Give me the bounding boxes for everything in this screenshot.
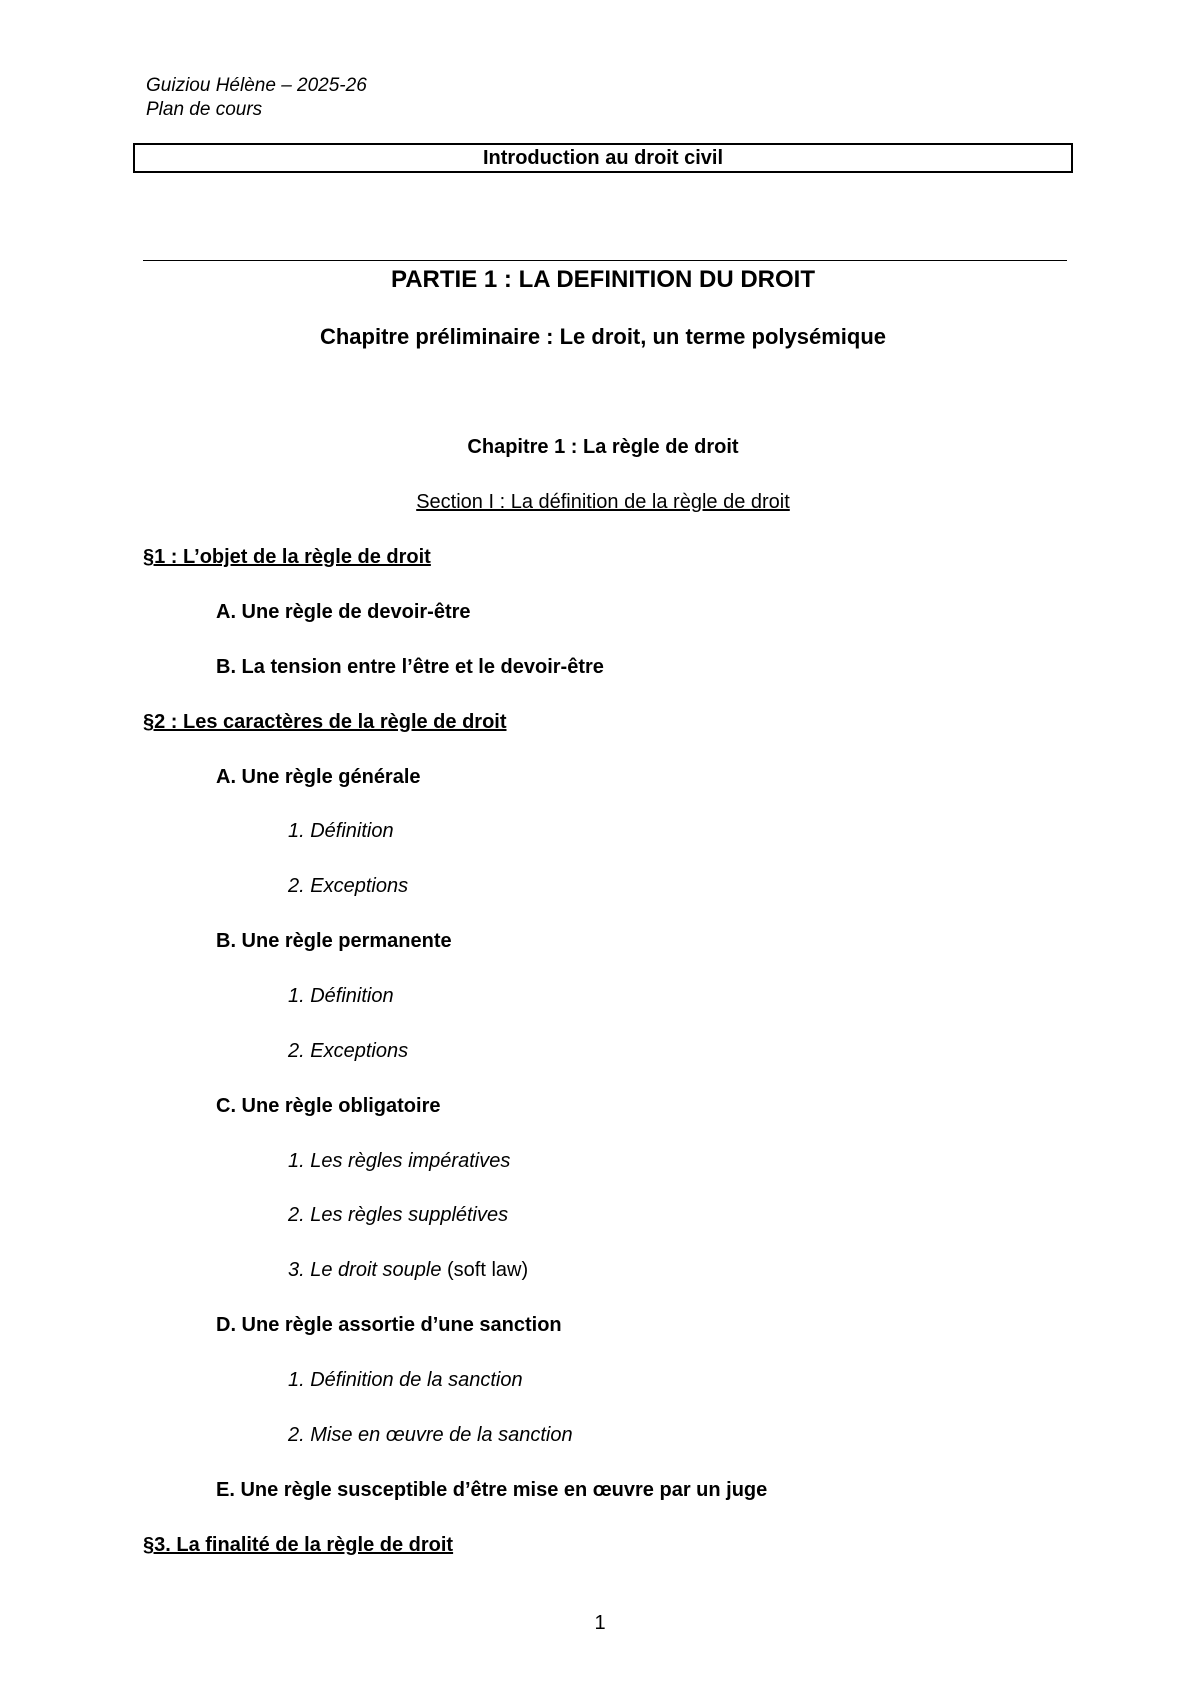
author-line: Guiziou Hélène – 2025-26 [146,75,367,96]
outline-subitem-2c1: 1. Les règles impératives [288,1150,511,1172]
section-1-title: Section I : La définition de la règle de droit [416,491,790,513]
outline-item-2d: D. Une règle assortie d’une sanction [216,1314,562,1336]
outline-subitem-2b1: 1. Définition [288,985,394,1007]
horizontal-rule [143,260,1067,261]
partie-title: PARTIE 1 : LA DEFINITION DU DROIT [391,266,815,293]
outline-item-2b: B. Une règle permanente [216,930,452,952]
outline-subitem-2c3-label: 3. Le droit souple [288,1259,442,1281]
outline-subitem-2d1: 1. Définition de la sanction [288,1369,523,1391]
outline-subitem-2c3 [288,1256,528,1284]
outline-paragraph-3: §3. La finalité de la règle de droit [143,1534,454,1556]
outline-paragraph-1: §1 : L’objet de la règle de droit [143,546,431,568]
outline-item-2c: C. Une règle obligatoire [216,1095,441,1117]
chapitre-1-title: Chapitre 1 : La règle de droit [467,436,739,458]
outline-item-1b: B. La tension entre l’être et le devoir-être [216,656,604,678]
document-type: Plan de cours [146,99,263,120]
outline-subitem-2a2: 2. Exceptions [288,875,409,897]
course-title-box: Introduction au droit civil [133,143,1073,173]
outline-subitem-2d2: 2. Mise en œuvre de la sanction [288,1424,573,1446]
outline-subitem-2a1: 1. Définition [288,820,394,842]
outline-subitem-2c2: 2. Les règles supplétives [288,1204,509,1226]
outline-subitem-2b2: 2. Exceptions [288,1040,409,1062]
page-number: 1 [594,1612,606,1634]
chapitre-preliminaire-title: Chapitre préliminaire : Le droit, un terme polysémique [319,324,886,349]
outline-paragraph-2: §2 : Les caractères de la règle de droit [143,711,507,733]
outline-item-2e: E. Une règle susceptible d’être mise en œuvre par un juge [216,1479,768,1501]
outline-item-1a: A. Une règle de devoir-être [216,601,471,623]
outline-item-2a: A. Une règle générale [216,766,421,788]
outline-subitem-2c3-suffix: (soft law) [441,1259,529,1281]
